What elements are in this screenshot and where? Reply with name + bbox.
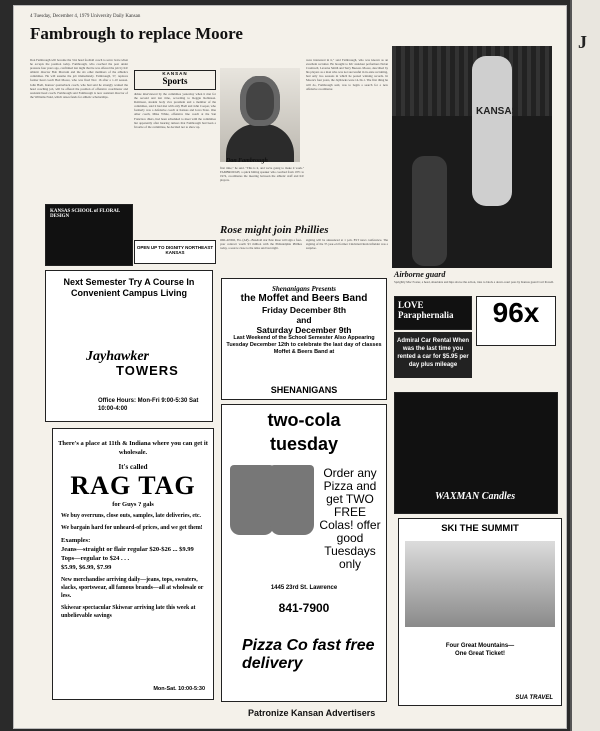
rose-headline: Rose might join Phillies <box>220 224 329 236</box>
photo-don-fambrough <box>220 68 300 162</box>
article-column-2: didate interviewed by the committee yesterday when it met for the second and last time, according to Reggie Robinson. Robinson, student body vice president and a member of the committee, said it had met with only Hadl and John Cooper, who formerly was a defensive coach at Kansas and Iowa State. One other coach, Mike White, offensive line coach at the San Francisco 49ers, had been scheduled to meet with the committee but apparently after hearing rumors that Fambrough had been a favorite of the committee, he decided not to show up. <box>134 92 216 129</box>
cola-cup-right <box>270 465 314 535</box>
ad-rag-tag: There's a place at 11th & Indiana where you can get it wholesale. It's called RAG TAG for Guys ? gals We buy overruns, close outs, samples, late deliveries, etc. We bargain hard for unheard-of prices, and we get them! Examples: Jeans—straight or flair regular $20-$26 ... $9.99 Tops—regular to $24 . . . $5.99, $6.99, $7.99 New merchandise arriving daily—jeans, tops, sweaters, slacks, sportswear, all famous brands—all at wholesale or less. Skiwear spectacular Skiwear arriving late this week at unbelievable savings Mon-Sat. 10:00-5:30 <box>52 428 214 700</box>
airborne-cutline: Sprightly Mac Foster, a head, shoulders and hips above the action, tries to block a down-court pass by Kansas guard Carl Powell. <box>394 280 554 284</box>
ad-jayhawker-towers: Next Semester Try A Course In Convenient Campus Living Jayhawker TOWERS Office Hours: Mon-Fri 9:00-5:30 Sat 10:00-4:00 <box>45 270 213 422</box>
article-column-3: first time," he said. "This is it, and we're going to make it work." FAMBROUGH, a quick hitting speaker who coached from 1971 to 1974, coordinates the meeting between the athletic staff and KU players. <box>220 166 304 183</box>
ad-directory: OPEN UP TO DIGNITY NORTHEAST KANSAS <box>134 240 216 264</box>
rose-column-1: ORLANDO, Fla. (AP)—Baseball star Pete Rose will sign a four-year contract worth $3 million with the Philadelphia Phillies today, a source close to the talks said last night. <box>220 238 302 251</box>
ad-shenanigans: Shenanigans Presents the Moffet and Beers Band Friday December 8th and Saturday December 9th Last Weekend of the School Semester Also Appearing Tuesday December 12th to celebrate the last day of classes Moffet & Beers Band at SHENANIGANS <box>221 278 387 400</box>
airborne-caption: Airborne guard <box>394 270 446 279</box>
ski-map <box>405 541 555 627</box>
main-headline: Fambrough to replace Moore <box>30 24 243 43</box>
article-column-4: were interested in it," said Fambrough, who was known as an excellent recruiter. He brought to KU standout performers Nolan Cromwell, Laverne Smith and Terry Beeson. Moore, described by his players as a man who was not successful in in-state recruiting, had only two seasons in which he posted winning records. In Moore's four years, the Jayhawks were 14-34-1. The first thing he will do, Fambrough said, was to begin a search for a new offensive coordinator. <box>306 58 388 91</box>
kansan-sports-logo: KANSAN Sports <box>134 70 216 90</box>
ad-ski-the-summit: SKI THE SUMMIT Four Great Mountains— One Great Ticket! SUA TRAVEL <box>398 518 562 706</box>
ad-waxman-candles: WAXMAN Candles <box>394 392 558 514</box>
article-column-1: Don Fambrough will become the 31st head football coach to serve twice when he accepts the position today. Fambrough, who coached the post under pressure four years ago, confirmed last night that he was offered the job by KU athletic director Bob Marcum and the six other members of the athletics committee. He will assume the job immediately. Fambrough, 57, replaces former head coach Bud Moore, who was fired Nov. 16 after a 1-10 season. John Hadl, Kansas' quarterback coach, who had said he strongly wanted the head coaching job, will be offered the position of offensive coordinator and assistant head coach. Fambrough said Fambrough is now assistant director of the Williams Fund, which raises funds for athletic scholarships. <box>30 58 128 99</box>
ad-two-cola-tuesday: two-cola tuesday Order any Pizza and get TWO FREE Colas! offer good Tuesdays only 1445 23rd St. Lawrence 841-7900 Pizza Co fast free delivery <box>221 404 387 702</box>
folio: 4 Tuesday, December 4, 1979 University Daily Kansan <box>30 14 141 19</box>
ad-car-rental: Admiral Car Rental When was the last time you rented a car for $5.95 per day plus mileage <box>394 332 472 378</box>
footer-patronize: Patronize Kansan Advertisers <box>248 708 376 718</box>
photo-caption-don: Don Fambrough <box>226 158 268 164</box>
ad-floral-school: KANSAS SCHOOL of FLORAL DESIGN <box>45 204 133 266</box>
cola-cup-left <box>230 465 274 535</box>
adjacent-page-edge: J <box>570 0 600 731</box>
ad-love-paraphernalia: LOVE Paraphernalia <box>394 296 472 330</box>
photo-airborne-guard: KANSAS <box>392 46 552 268</box>
newspaper-page <box>14 6 566 728</box>
ad-96x-radio: 96x <box>476 296 556 346</box>
rose-column-2: signing will be announced at 1 p.m. EST news conference. The signing of the 37-year-old former Cincinnati Reds infielder was a surprise. <box>306 238 388 251</box>
